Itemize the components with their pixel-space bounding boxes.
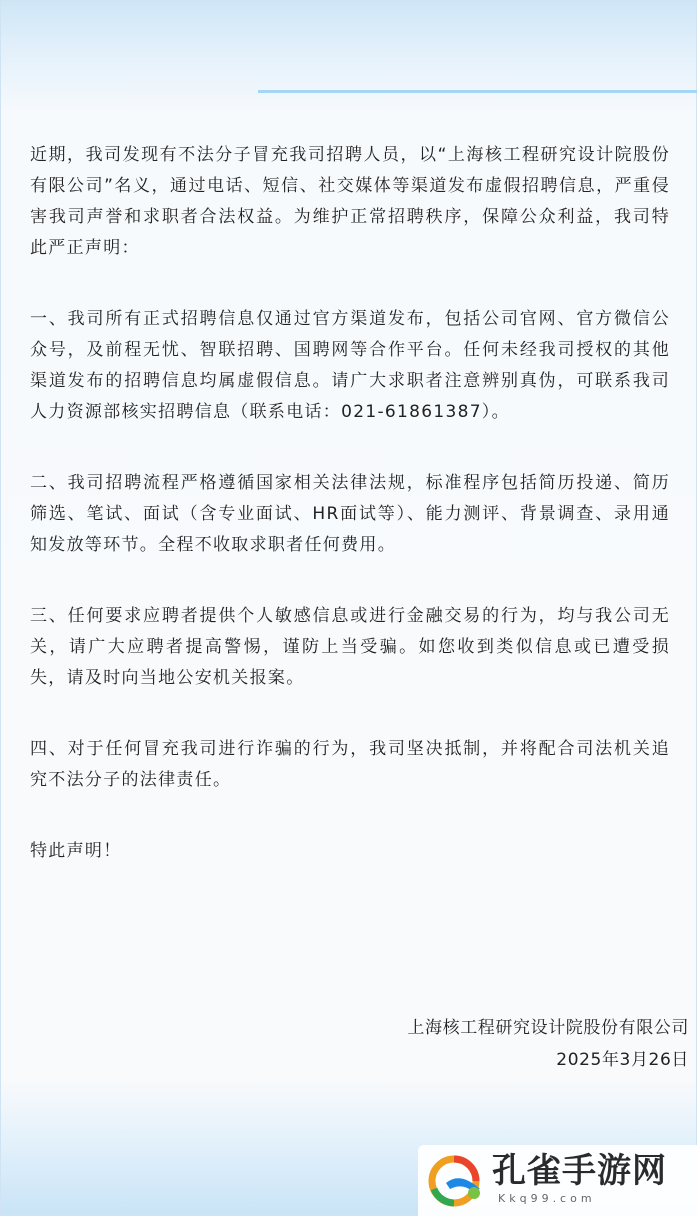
site-watermark[interactable] [418, 1145, 697, 1216]
watermark-subtitle: Kkq99.com [498, 1192, 596, 1205]
notice-point-1: 一、我司所有正式招聘信息仅通过官方渠道发布，包括公司官网、官方微信公众号，及前程无忧、智联招聘、国聘网等合作平台。任何未经我司授权的其他渠道发布的招聘信息均属虚假信息。请广大求职者注意辨别真伪，可联系我司人力资源部核实招聘信息（联系电话：021-61861387）。 [30, 309, 670, 422]
signature-date: 2025年3月26日 [556, 1050, 689, 1070]
peacock-logo-icon [426, 1153, 486, 1209]
notice-body [30, 140, 670, 907]
notice-point-3: 三、任何要求应聘者提供个人敏感信息或进行金融交易的行为，均与我公司无关，请广大应聘者提高警惕，谨防上当受骗。如您收到类似信息或已遭受损失，请及时向当地公安机关报案。 [30, 606, 670, 688]
notice-point-4: 四、对于任何冒充我司进行诈骗的行为，我司坚决抵制，并将配合司法机关追究不法分子的法律责任。 [30, 739, 670, 790]
notice-intro: 近期，我司发现有不法分子冒充我司招聘人员，以“上海核工程研究设计院股份有限公司”名义，通过电话、短信、社交媒体等渠道发布虚假招聘信息，严重侵害我司声誉和求职者合法权益。为维护正常招聘秩序，保障公众利益，我司特此严正声明： [30, 145, 670, 258]
watermark-title: 孔雀手游网 [492, 1151, 667, 1191]
header-divider [258, 90, 697, 93]
signature-block [407, 1012, 689, 1076]
notice-closing: 特此声明！ [30, 841, 122, 861]
notice-point-2: 二、我司招聘流程严格遵循国家相关法律法规，标准程序包括简历投递、简历筛选、笔试、面试（含专业面试、HR面试等）、能力测评、背景调查、录用通知发放等环节。全程不收取求职者任何费用。 [30, 473, 670, 555]
signature-company: 上海核工程研究设计院股份有限公司 [407, 1018, 689, 1038]
